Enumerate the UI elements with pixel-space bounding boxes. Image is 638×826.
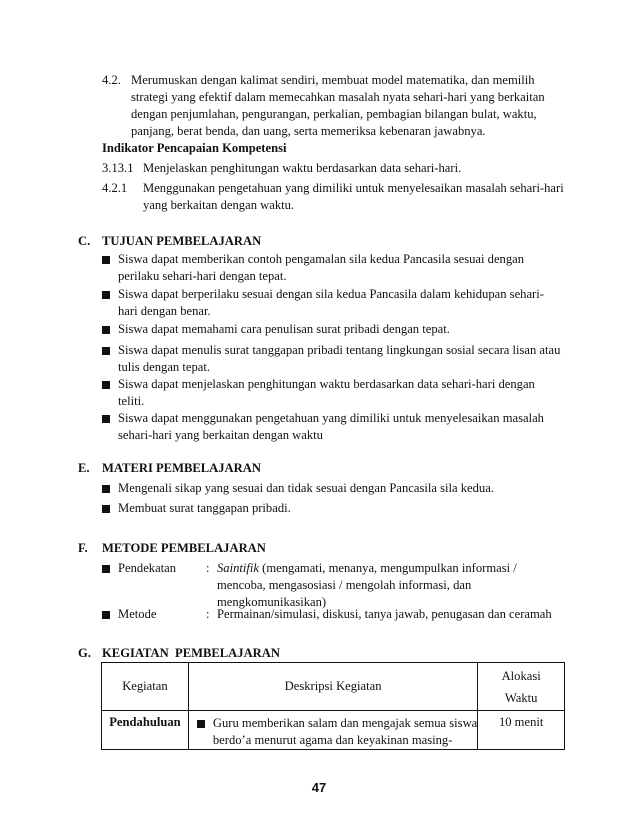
list-item-line: hari dengan benar. (118, 304, 211, 318)
indikator-line: Menggunakan pengetahuan yang dimiliki untuk menyelesaikan masalah sehari-hari (143, 181, 564, 195)
header-deskripsi: Deskripsi Kegiatan (188, 663, 477, 711)
square-bullet-icon (102, 347, 110, 355)
intro-number: 4.2. (102, 73, 121, 87)
square-bullet-icon (197, 720, 205, 728)
cell-kegiatan: Pendahuluan (102, 711, 189, 750)
list-item-line: teliti. (118, 394, 145, 408)
section-g-title: KEGIATAN PEMBELAJARAN (102, 646, 280, 660)
intro-line: dengan penjumlahan, pengurangan, perkalian, pembagian bilangan bulat, waktu, (131, 107, 537, 121)
square-bullet-icon (102, 381, 110, 389)
method-colon: : (206, 607, 210, 621)
list-item-line: tulis dengan tepat. (118, 360, 210, 374)
kegiatan-table (101, 662, 565, 750)
header-alokasi-line: Waktu (504, 690, 538, 705)
method-label: Pendekatan (118, 561, 177, 575)
method-colon: : (206, 561, 210, 575)
indikator-number: 3.13.1 (102, 161, 134, 175)
section-f-letter: F. (78, 541, 88, 555)
indikator-text (143, 180, 573, 214)
intro-line: strategi yang efektif dalam memecahkan masalah nyata sehari-hari yang berkaitan (131, 90, 545, 104)
method-value (217, 560, 567, 611)
intro-line: panjang, berat benda, dan uang, serta memeriksa kebenaran jawabnya. (131, 124, 486, 138)
square-bullet-icon (102, 256, 110, 264)
section-g-letter: G. (78, 646, 91, 660)
method-row (102, 560, 572, 612)
list-item-line: Siswa dapat menggunakan pengetahuan yang dimiliki untuk menyelesaikan masalah (118, 411, 544, 425)
header-alokasi-line: Alokasi (501, 668, 541, 683)
square-bullet-icon (102, 485, 110, 493)
square-bullet-icon (102, 291, 110, 299)
section-e-letter: E. (78, 461, 90, 475)
list-item-line: Siswa dapat menulis surat tanggapan pribadi tentang lingkungan sosial secara lisan atau (118, 343, 561, 357)
page-number: 47 (311, 780, 327, 795)
square-bullet-icon (102, 326, 110, 334)
square-bullet-icon (102, 415, 110, 423)
indikator-line: yang berkaitan dengan waktu. (143, 198, 295, 212)
table-row (102, 711, 565, 750)
method-label: Metode (118, 607, 157, 621)
indikator-number: 4.2.1 (102, 181, 128, 195)
method-value: Permainan/simulasi, diskusi, tanya jawab, penugasan dan ceramah (217, 607, 552, 621)
method-row (102, 606, 572, 624)
list-item-line: Siswa dapat menjelaskan penghitungan waktu berdasarkan data sehari-hari dengan (118, 377, 535, 391)
intro-paragraph (131, 72, 571, 140)
section-f-title: METODE PEMBELAJARAN (102, 541, 266, 555)
list-item-line: Membuat surat tanggapan pribadi. (118, 501, 291, 515)
table-header-row (102, 663, 565, 711)
list-item-line: Siswa dapat berperilaku sesuai dengan sila kedua Pancasila dalam kehidupan sehari- (118, 287, 544, 301)
method-value-text: (mengamati, menanya, mengumpulkan informasi / (262, 561, 517, 575)
indikator-text: Menjelaskan penghitungan waktu berdasarkan data sehari-hari. (143, 161, 462, 175)
list-item-line: Siswa dapat memberikan contoh pengamalan sila kedua Pancasila sesuai dengan (118, 252, 525, 266)
cell-deskripsi (188, 711, 477, 750)
intro-line: Merumuskan dengan kalimat sendiri, membuat model matematika, dan memilih (131, 73, 535, 87)
indikator-title: Indikator Pencapaian Kompetensi (102, 141, 287, 155)
section-e-title: MATERI PEMBELAJARAN (102, 461, 261, 475)
list-item-line: Siswa dapat memahami cara penulisan surat pribadi dengan tepat. (118, 322, 450, 336)
cell-waktu: 10 menit (478, 711, 565, 750)
header-kegiatan: Kegiatan (102, 663, 189, 711)
list-item-line: perilaku sehari-hari dengan tepat. (118, 269, 287, 283)
method-value-italic: Saintifik (217, 561, 259, 575)
method-value-line: mencoba, mengasosiasi / mengolah informasi, dan (217, 578, 472, 592)
method-value-line (217, 560, 567, 577)
section-c-title: TUJUAN PEMBELAJARAN (102, 234, 262, 248)
cell-deskripsi-line: Guru memberikan salam dan mengajak semua siswa (212, 716, 478, 730)
cell-deskripsi-line: berdo’a menurut agama dan keyakinan masing- (212, 733, 453, 747)
section-c-letter: C. (78, 234, 91, 248)
list-item-line: sehari-hari yang berkaitan dengan waktu (118, 428, 323, 442)
square-bullet-icon (102, 565, 110, 573)
list-item-line: Mengenali sikap yang sesuai dan tidak sesuai dengan Pancasila sila kedua. (118, 481, 494, 495)
header-alokasi (478, 663, 565, 711)
square-bullet-icon (102, 611, 110, 619)
method-value-line: mengkomunikasikan) (217, 595, 327, 609)
square-bullet-icon (102, 505, 110, 513)
